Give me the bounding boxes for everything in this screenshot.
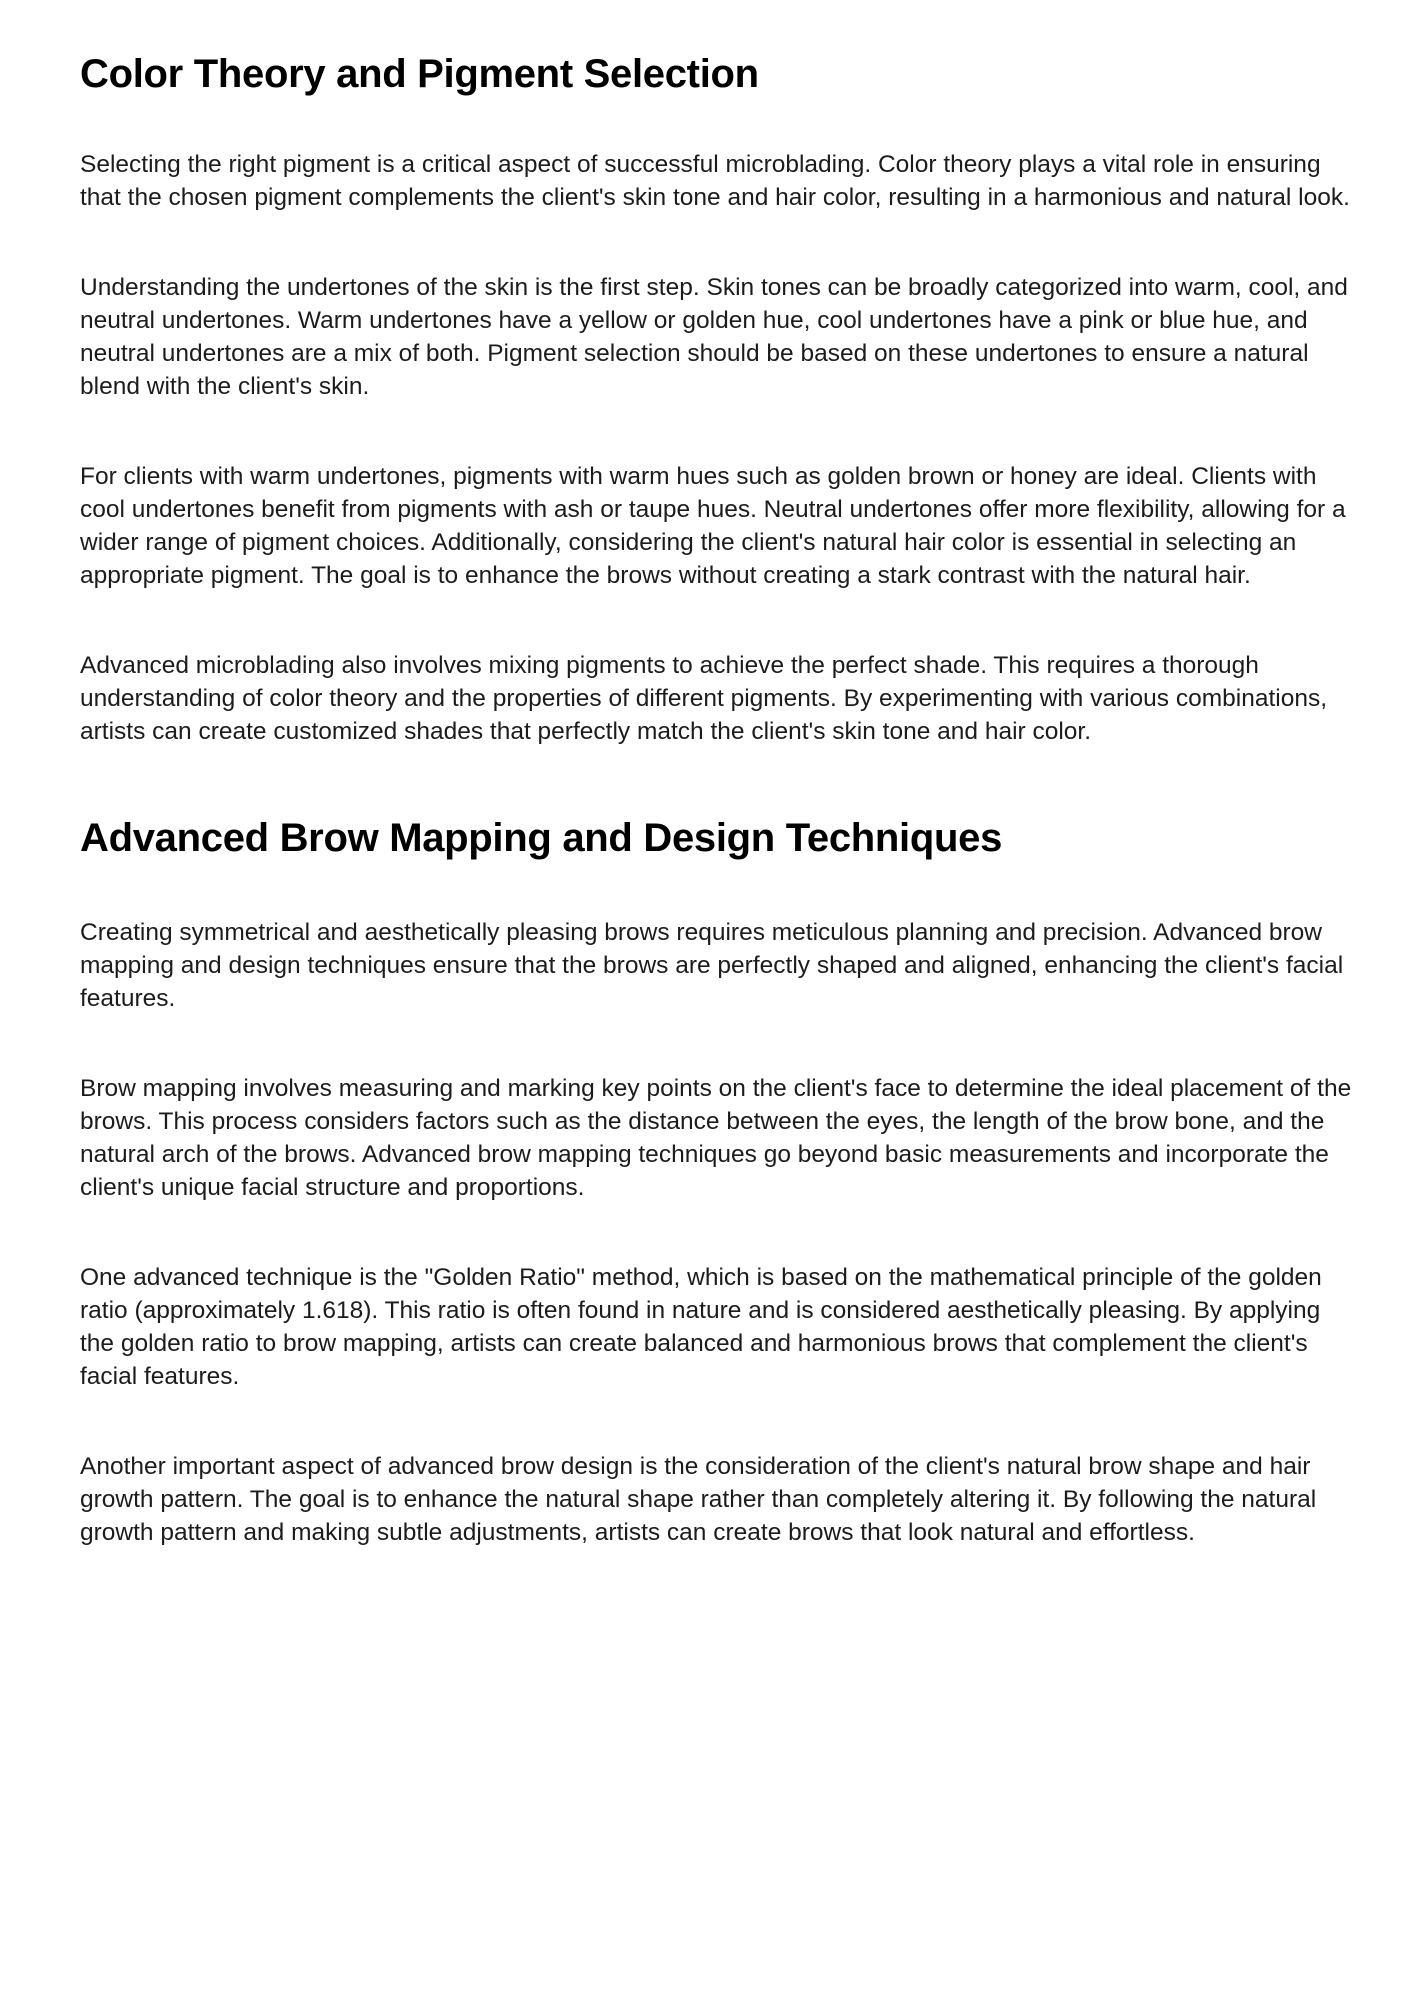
paragraph-skin-undertones: Understanding the undertones of the skin is the first step. Skin tones can be broadly categorized into warm, cool, and neutral undertones. Warm undertones have a yellow or golden hue, cool undertones have a pink or blue hue, and neutral undertones are a mix of both. Pigment selection should be based on these undertones to ensure a natural blend with the client's skin. [80, 274, 1348, 400]
section-brow-mapping [80, 814, 1352, 1549]
paragraph-brow-mapping-process: Brow mapping involves measuring and marking key points on the client's face to determine the ideal placement of the brows. This process considers factors such as the distance between the eyes, the length of the brow bone, and the natural arch of the brows. Advanced brow mapping techniques go beyond basic measurements and incorporate the client's unique facial structure and proportions. [80, 1075, 1352, 1201]
paragraph-mixing-pigments: Advanced microblading also involves mixing pigments to achieve the perfect shade. This requires a thorough understanding of color theory and the properties of different pigments. By experimenting with various combinations, artists can create customized shades that perfectly match the client's skin tone and hair color. [80, 652, 1328, 745]
paragraph-pigment-selection-intro: Selecting the right pigment is a critical aspect of successful microblading. Color theory plays a vital role in ensuring that the chosen pigment complements the client's skin tone and hair color, resulting in a harmonious and natural look. [80, 151, 1350, 211]
heading-color-theory: Color Theory and Pigment Selection [80, 52, 759, 96]
paragraph-natural-brow-shape: Another important aspect of advanced brow design is the consideration of the client's natural brow shape and hair growth pattern. The goal is to enhance the natural shape rather than completely altering it. By following the natural growth pattern and making subtle adjustments, artists can create brows that look natural and effortless. [80, 1453, 1317, 1546]
section-color-theory [80, 50, 1352, 748]
paragraph-golden-ratio: One advanced technique is the "Golden Ratio" method, which is based on the mathematical principle of the golden ratio (approximately 1.618). This ratio is often found in nature and is considered aesthetically pleasing. By applying the golden ratio to brow mapping, artists can create balanced and harmonious brows that complement the client's facial features. [80, 1264, 1322, 1390]
paragraph-warm-cool-pigments: For clients with warm undertones, pigments with warm hues such as golden brown or honey are ideal. Clients with cool undertones benefit from pigments with ash or taupe hues. Neutral undertones offer more flexibility, allowing for a wider range of pigment choices. Additionally, considering the client's natural hair color is essential in selecting an appropriate pigment. The goal is to enhance the brows without creating a stark contrast with the natural hair. [80, 463, 1346, 589]
paragraph-brow-design-intro: Creating symmetrical and aesthetically pleasing brows requires meticulous planning and precision. Advanced brow mapping and design techniques ensure that the brows are perfectly shaped and aligned, enhancing the client's facial features. [80, 919, 1344, 1012]
heading-brow-mapping: Advanced Brow Mapping and Design Techniques [80, 816, 1003, 860]
